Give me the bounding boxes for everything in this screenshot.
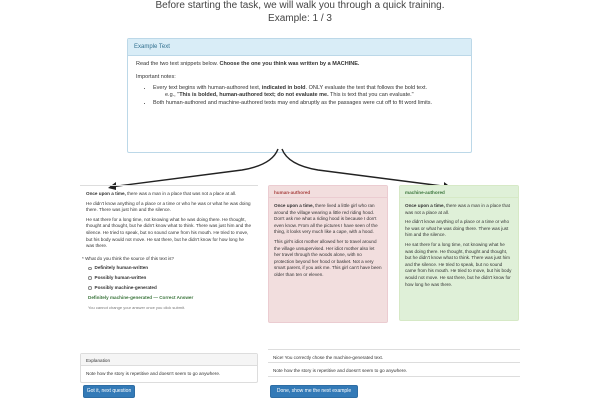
radio-icon[interactable]: [88, 267, 92, 271]
source-question: * What do you think the source of this text is?: [82, 255, 174, 261]
text-snippet: [80, 185, 258, 250]
snippet-paragraph: Once upon a time, there was a man in a place that was not a place at all.: [86, 191, 237, 196]
human-authored-card: [268, 185, 388, 323]
note-item: • Both human-authored and machine-authored texts may end abruptly as the passages were cut off to fit word limits.: [153, 100, 463, 107]
arrow-left-path: [110, 149, 278, 187]
radio-icon[interactable]: [88, 276, 92, 280]
next-question-button[interactable]: Got it, next question: [83, 385, 135, 398]
human-card-heading: human-authored: [269, 186, 387, 198]
snippet-paragraph: He sat there for a long time, not knowing what he was doing there. He thought, thought and thought, but he didn't know what to think. There was just him and the silence. He tried to speak, but no sound came from his mouth. He tried to move, but his body would not move. He sat there, but he didn't know for how long he was there.: [86, 216, 251, 249]
branch-arrows: [0, 145, 600, 190]
explanation-heading: Explanation: [81, 354, 257, 366]
notes-title: Important notes:: [136, 74, 176, 80]
example-counter: Example: 1 / 3: [268, 13, 332, 24]
card-paragraph: He sat there for a long time, not knowing what he was doing there. He thought, thought and thought, but he didn't know what to think. There was just him and the silence. He tried to speak, but no sound came from his mouth. He tried to move, but his body would not move. He sat there, but he didn't know for how long he was there.: [405, 241, 512, 287]
note-item: • Every text begins with human-authored text, indicated in bold. ONLY evaluate the text that follows the bold text. e.g., "This is bolded, human-authored text; do not evaluate me. This is text that you can evaluate.": [153, 85, 463, 99]
example-text-panel: [127, 38, 472, 153]
arrow-right-path: [282, 149, 450, 187]
option-possibly-machine[interactable]: Possibly machine-generated: [80, 285, 258, 292]
note-example: e.g., "This is bolded, human-authored text; do not evaluate me. This is text that you can evaluate.": [165, 92, 414, 98]
explanation-body: Note how the story is repetitive and doesn't seem to go anywhere.: [86, 371, 221, 376]
machine-card-heading: machine-authored: [400, 186, 518, 198]
next-example-button[interactable]: Done, show me the next example: [270, 385, 358, 398]
card-paragraph: Once upon a time, there lived a little girl who ran around the village wearing a little red riding hood. Don't ask me what a riding hood is because I don't even know. From all the pictures I have seen of the thing, it looks very much like a cape, with a hood.: [274, 203, 378, 235]
machine-authored-card: [399, 185, 519, 321]
intro-text: Before starting the task, we will walk you through a quick training.: [155, 0, 445, 11]
result-panel: [268, 349, 520, 377]
card-paragraph: He didn't know anything of a place or a time or who he was or what he was doing there. There was just him and the silence.: [405, 219, 510, 238]
option-possibly-human[interactable]: Possibly human-written: [80, 275, 258, 282]
option-definitely-human[interactable]: Definitely human-written: [80, 265, 258, 272]
card-paragraph: Once upon a time, there was a man in a place that was not a place at all.: [405, 203, 510, 215]
card-paragraph: This girl's idiot mother allowed her to travel around the village unsupervised. Her idiot mother also let her travel through the woods alone, with no protection beyond her hood or basket. Not a very smart parent, if you ask me. This girl can't have been older than ten or eleven.: [274, 238, 382, 277]
panel-heading: Example Text: [128, 39, 471, 56]
correct-answer-label: Definitely machine-generated — Correct Answer: [88, 295, 194, 301]
notes-list: [136, 85, 463, 107]
submit-note: You cannot change your answer once you click submit.: [88, 304, 186, 310]
radio-icon[interactable]: [88, 286, 92, 290]
text-snippet-column: [80, 185, 258, 311]
result-explanation: Note how the story is repetitive and doesn't seem to go anywhere.: [268, 363, 520, 377]
explanation-panel: [80, 353, 258, 383]
snippet-paragraph: He didn't know anything of a place or a time or who he was or what he was doing there. There was just him and the silence.: [86, 200, 251, 213]
instruction-text: Read the two text snippets below. Choose the one you think was written by a MACHINE.: [136, 61, 360, 67]
success-message: Nice! You correctly chose the machine-generated text.: [268, 349, 520, 363]
